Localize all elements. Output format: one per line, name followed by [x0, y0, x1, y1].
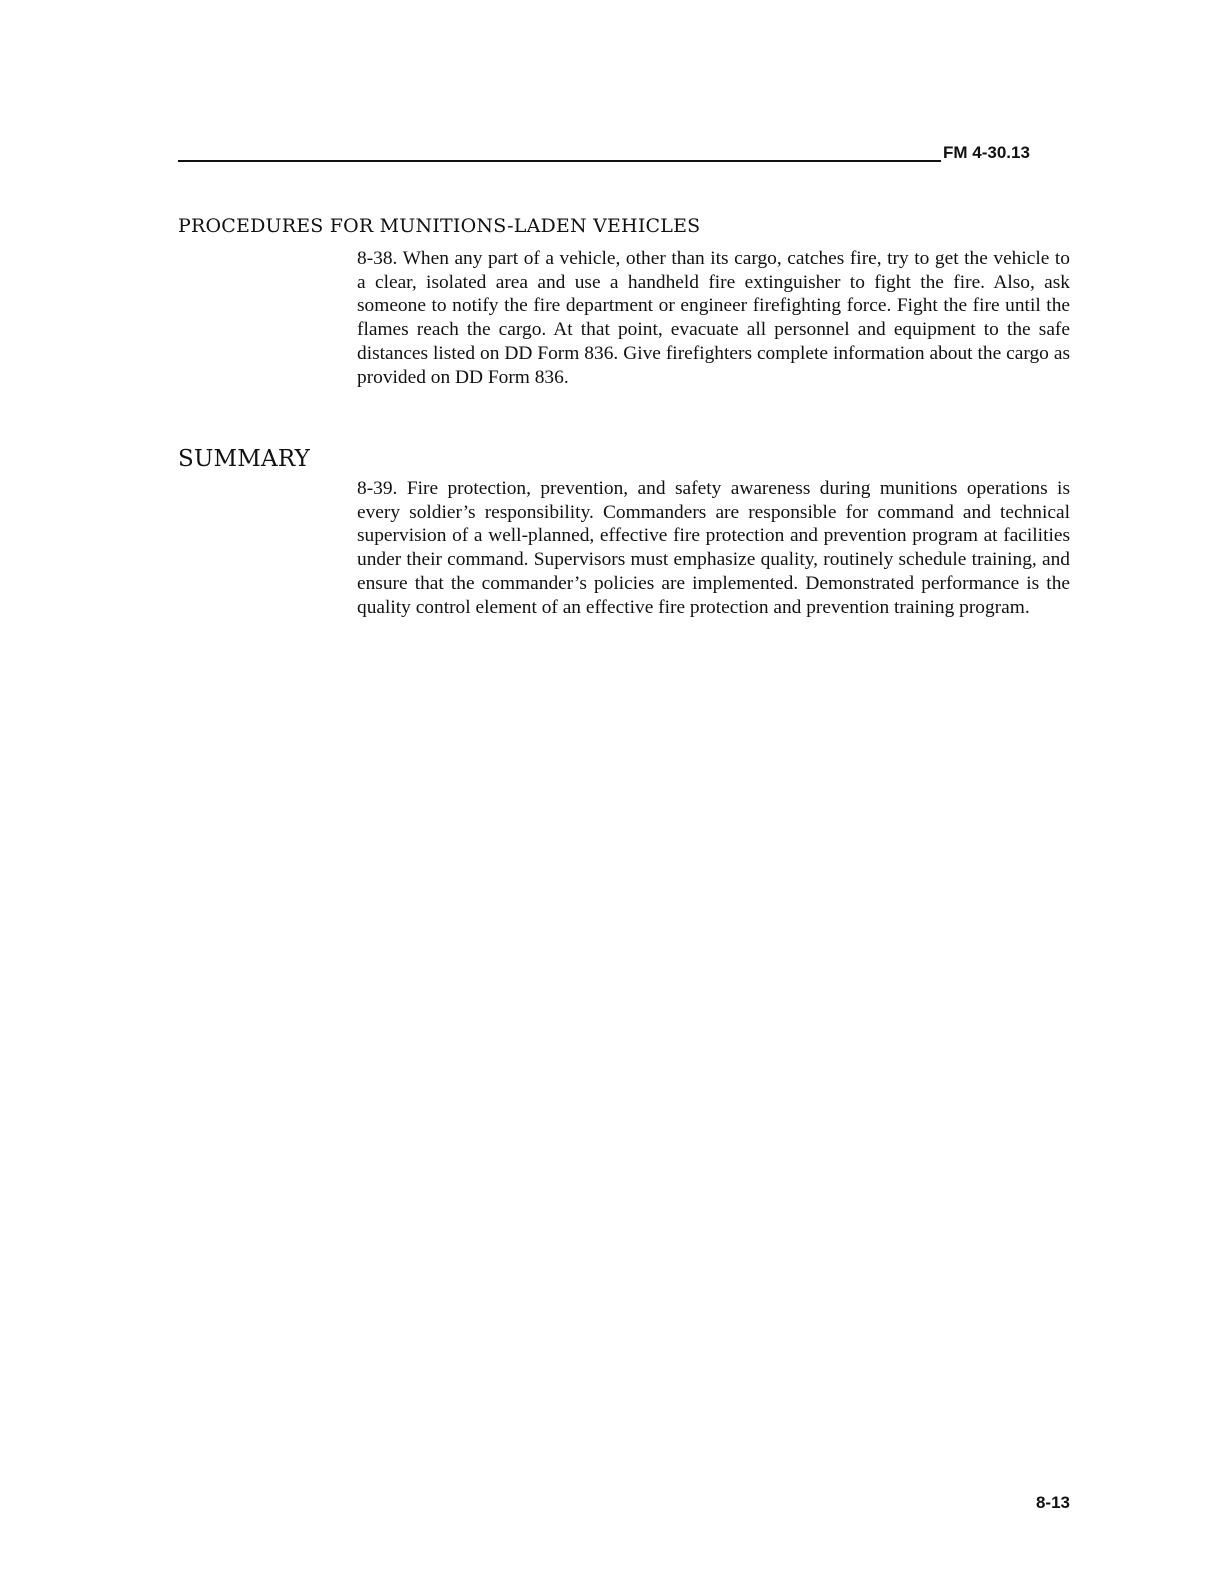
section-heading-procedures: PROCEDURES FOR MUNITIONS-LADEN VEHICLES — [178, 215, 701, 237]
paragraph-8-38: 8-38. When any part of a vehicle, other than its cargo, catches fire, try to get the vehicle to a clear, isolated area and use a handheld fire extinguisher to fight the fire. Also, ask someone to notify the fire department or engineer firefighting force. Fight the fire until the flames reach the cargo. At that point, evacuate all personnel and equipment to the safe distances listed on DD Form 836. Give firefighters complete information about the cargo as provided on DD Form 836. — [357, 248, 1070, 388]
page-number: 8-13 — [1035, 1493, 1070, 1512]
document-id: FM 4-30.13 — [943, 143, 1030, 162]
paragraph-8-39: 8-39. Fire protection, prevention, and safety awareness during munitions operations is every soldier’s responsibility. Commanders are responsible for command and technical supervision of a well-planned, effective fire protection and prevention program at facilities under their command. Supervisors must emphasize quality, routinely schedule training, and ensure that the commander’s policies are implemented. Demonstrated performance is the quality control element of an effective fire protection and prevention training program. — [357, 478, 1070, 618]
section-heading-summary: SUMMARY — [178, 446, 311, 472]
header-rule — [178, 160, 941, 162]
